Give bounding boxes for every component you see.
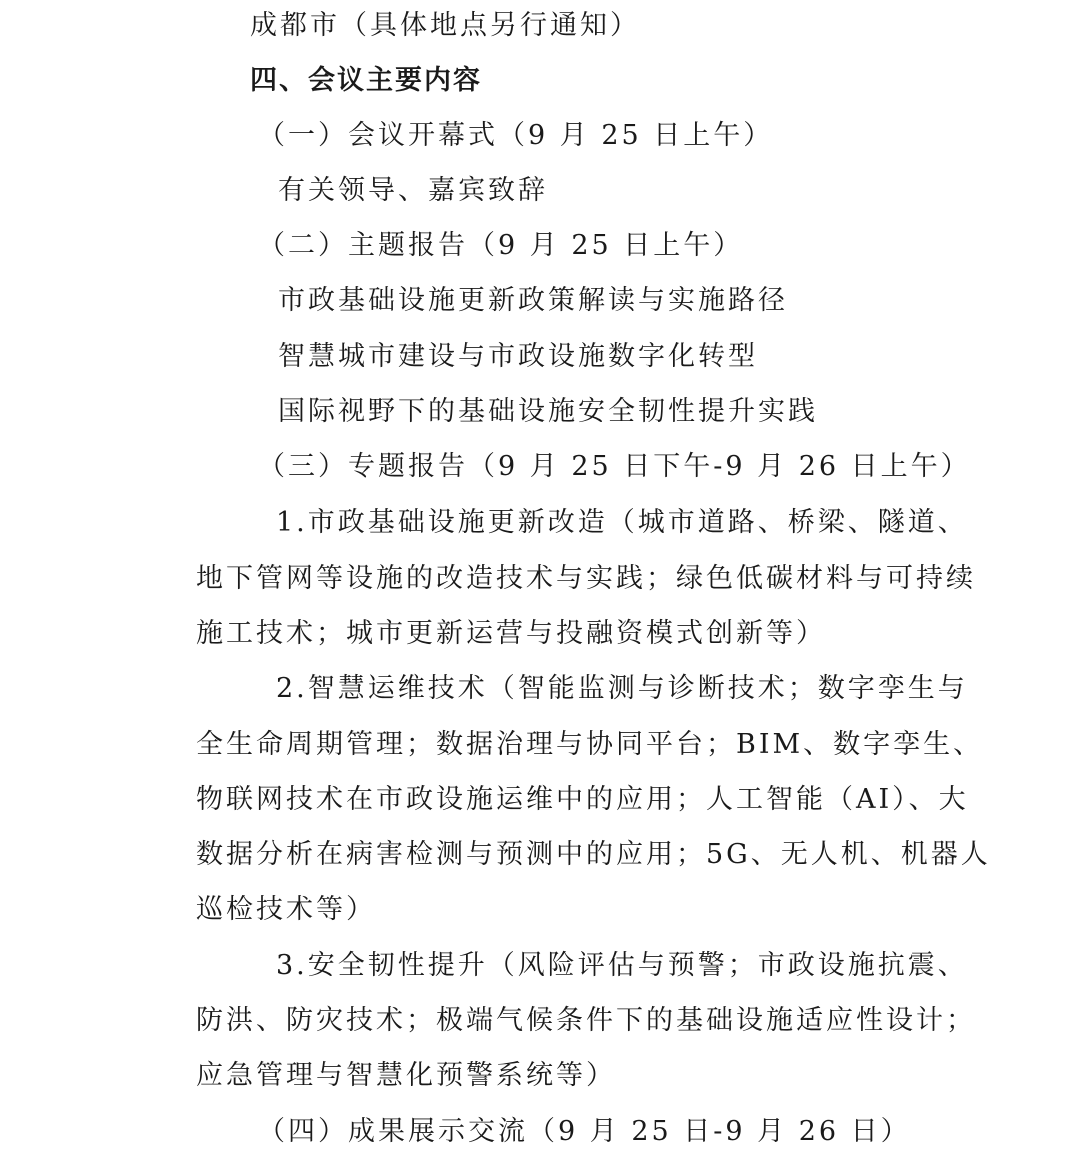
- report-item: 智慧城市建设与市政设施数字化转型: [278, 341, 758, 372]
- topic2-line: 数据分析在病害检测与预测中的应用；5G、无人机、机器人: [196, 839, 991, 870]
- topic2-line: 物联网技术在市政设施运维中的应用；人工智能（AI）、大: [196, 784, 969, 815]
- report-item: 市政基础设施更新政策解读与实施路径: [278, 285, 788, 316]
- topic3-line: 3.安全韧性提升（风险评估与预警；市政设施抗震、: [276, 950, 968, 981]
- topic1-line: 1.市政基础设施更新改造（城市道路、桥梁、隧道、: [276, 507, 968, 538]
- item1-title: （一）会议开幕式（9 月 25 日上午）: [258, 120, 774, 151]
- location-line: 成都市（具体地点另行通知）: [250, 10, 640, 41]
- item2-title: （二）主题报告（9 月 25 日上午）: [258, 230, 744, 261]
- item1-content: 有关领导、嘉宾致辞: [278, 175, 548, 206]
- topic1-line: 施工技术；城市更新运营与投融资模式创新等）: [196, 618, 826, 649]
- item3-title: （三）专题报告（9 月 25 日下午-9 月 26 日上午）: [258, 451, 971, 482]
- topic3-line: 防洪、防灾技术；极端气候条件下的基础设施适应性设计；: [196, 1005, 976, 1036]
- report-item: 国际视野下的基础设施安全韧性提升实践: [278, 396, 818, 427]
- topic2-line: 2.智慧运维技术（智能监测与诊断技术；数字孪生与: [276, 673, 968, 704]
- topic2-line: 巡检技术等）: [196, 894, 376, 925]
- section-heading: 四、会议主要内容: [250, 65, 482, 96]
- topic1-line: 地下管网等设施的改造技术与实践；绿色低碳材料与可持续: [196, 563, 976, 594]
- item4-title: （四）成果展示交流（9 月 25 日-9 月 26 日）: [258, 1116, 911, 1147]
- topic3-line: 应急管理与智慧化预警系统等）: [196, 1060, 616, 1091]
- topic2-line: 全生命周期管理；数据治理与协同平台；BIM、数字孪生、: [196, 729, 984, 760]
